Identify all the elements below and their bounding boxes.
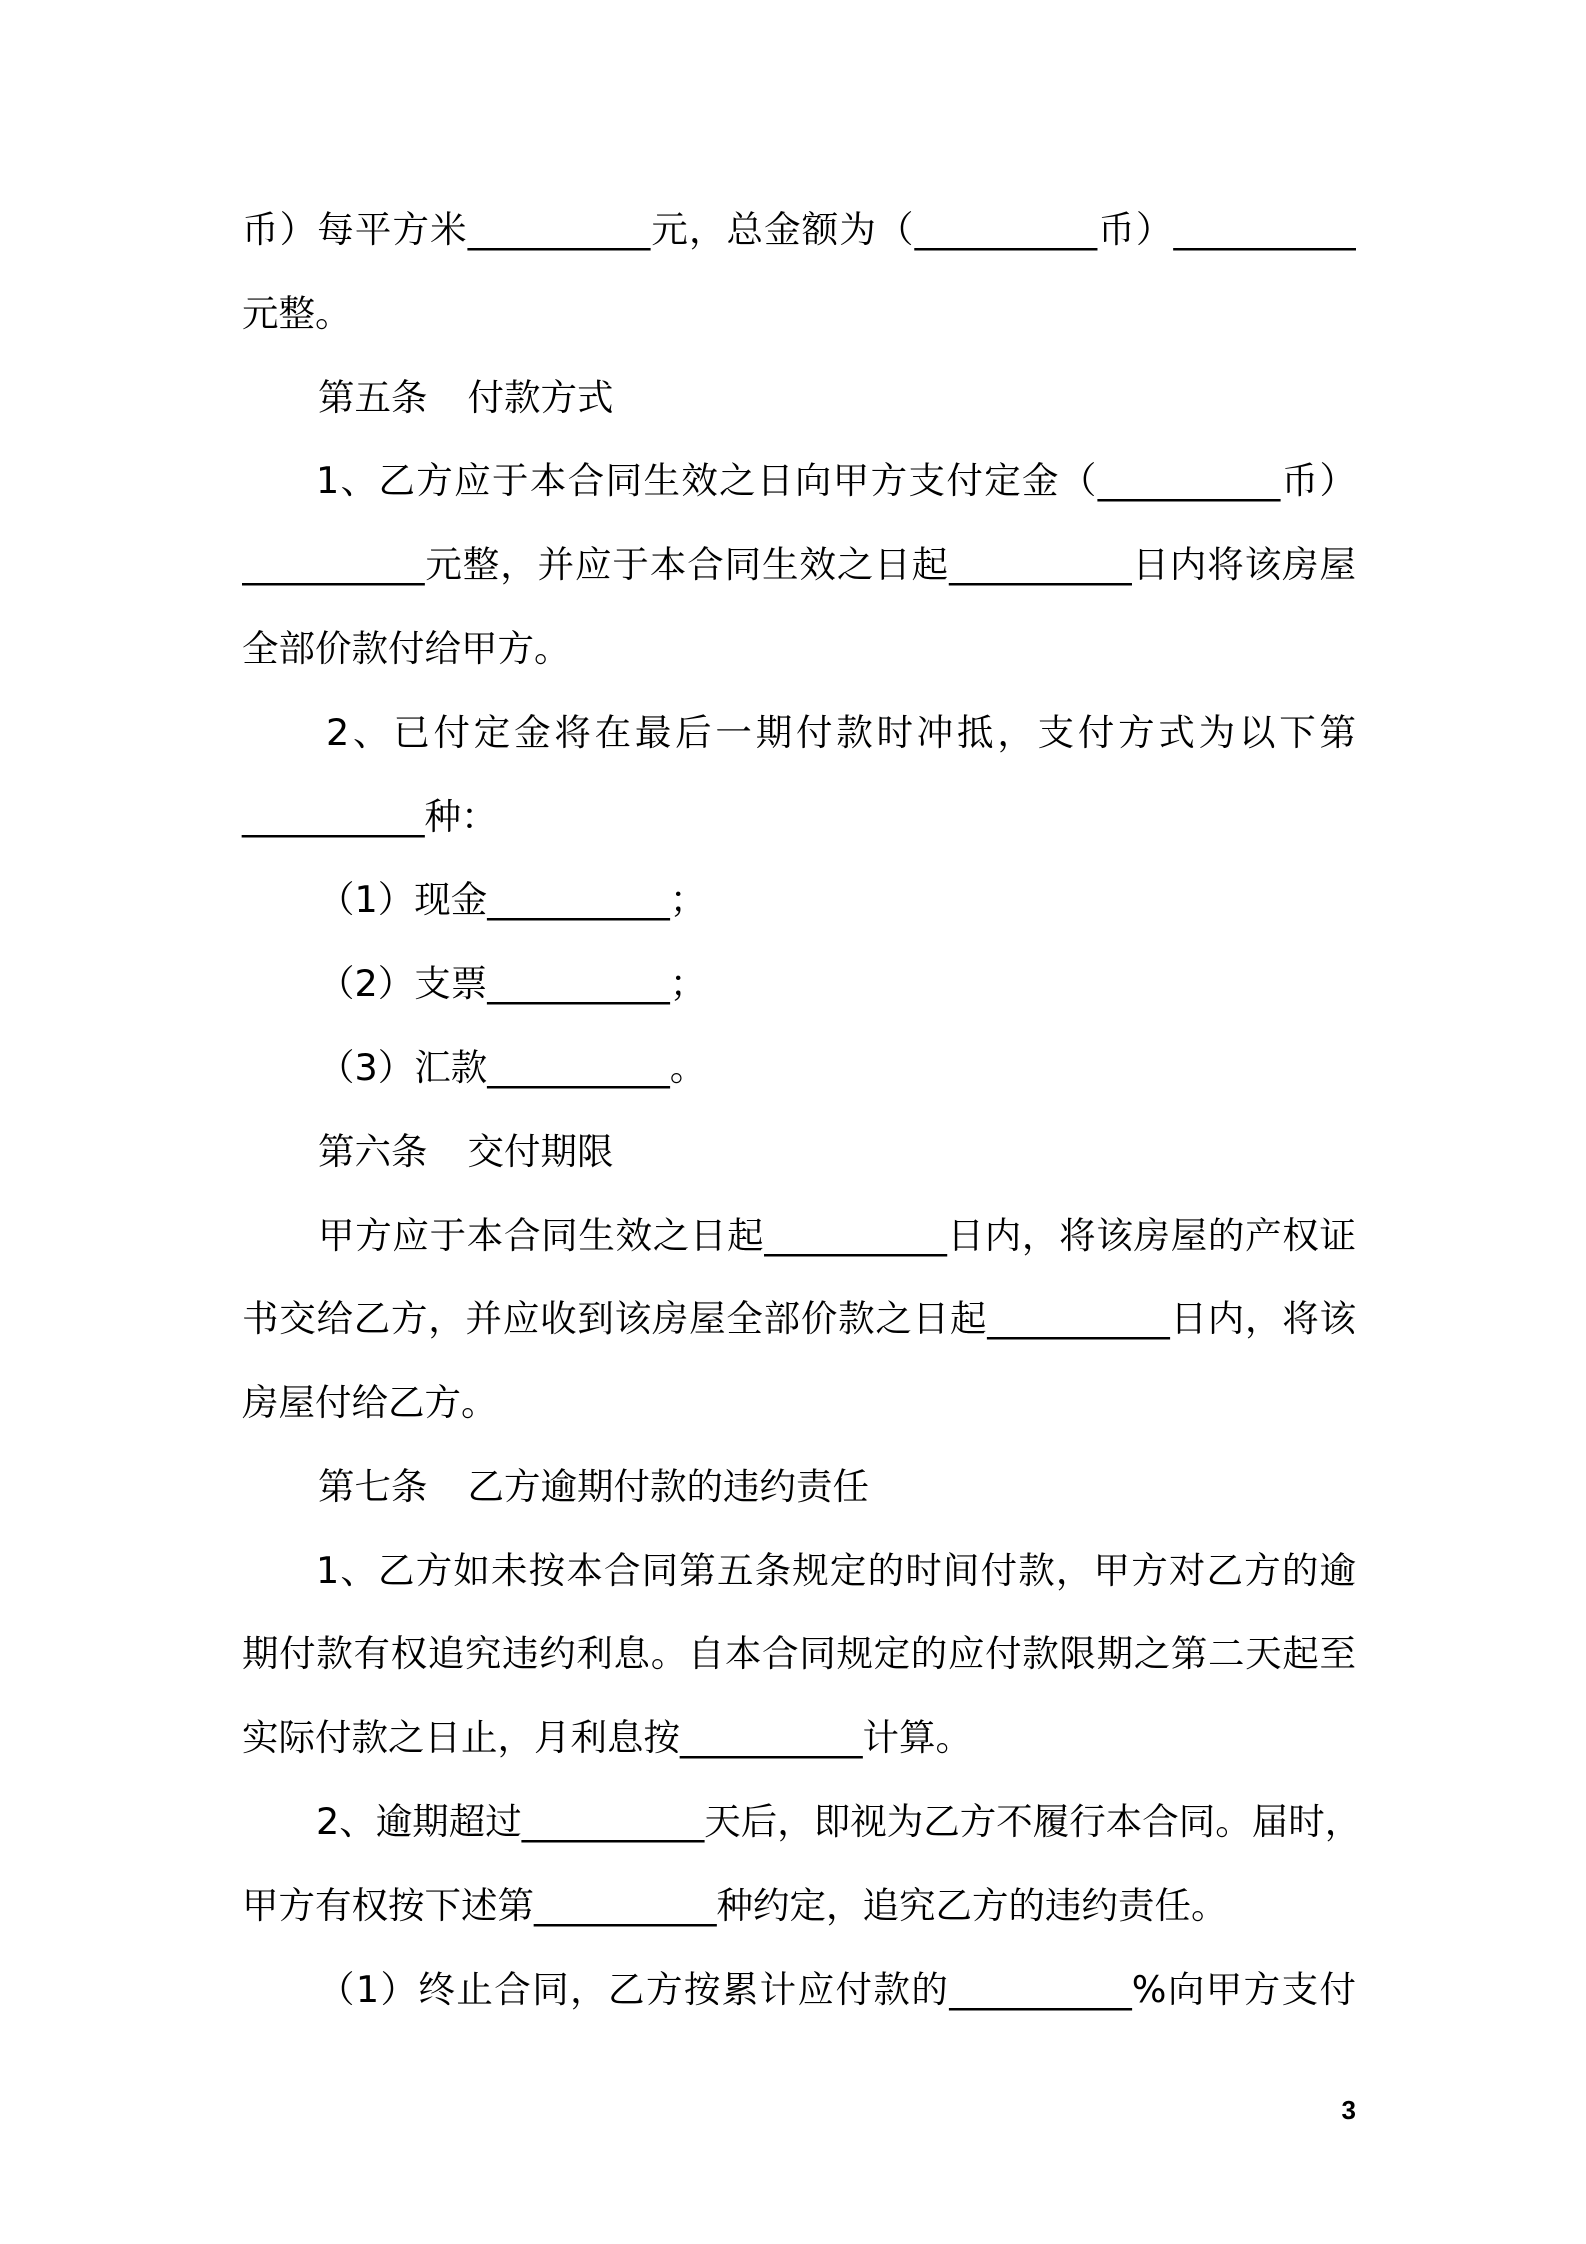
article-6-title: 交付期限 bbox=[467, 1130, 614, 1173]
article-7-number: 第七条 bbox=[318, 1465, 428, 1508]
article-7-heading bbox=[318, 1462, 869, 1512]
article-5-clause-1-line-3: 全部价款付给甲方。 bbox=[242, 627, 571, 670]
payment-option-transfer: （3）汇款__________。 bbox=[318, 1046, 707, 1089]
article-7-clause-2-line-2: 甲方有权按下述第__________种约定，追究乙方的违约责任。 bbox=[242, 1884, 1228, 1927]
article-5-clause-1-line-2: __________元整，并应于本合同生效之日起__________日内将该房屋 bbox=[242, 543, 1356, 586]
article-5-title: 付款方式 bbox=[467, 376, 614, 419]
total-price-line: 币）每平方米__________元，总金额为（__________币）__________ bbox=[242, 208, 1356, 251]
article-7-remedy-1: （1）终止合同，乙方按累计应付款的__________%向甲方支付 bbox=[318, 1968, 1356, 2011]
payment-option-cheque: （2）支票__________； bbox=[318, 962, 707, 1005]
article-7-clause-1-line-1: 1、乙方如未按本合同第五条规定的时间付款，甲方对乙方的逾 bbox=[316, 1549, 1356, 1592]
article-6-clause-1-line-2: 书交给乙方，并应收到该房屋全部价款之日起__________日内，将该 bbox=[242, 1297, 1356, 1340]
article-5-number: 第五条 bbox=[318, 376, 428, 419]
article-6-clause-1-line-3: 房屋付给乙方。 bbox=[242, 1381, 498, 1424]
article-5-heading bbox=[318, 373, 614, 423]
article-5-clause-2-line-1: 2、已付定金将在最后一期付款时冲抵，支付方式为以下第 bbox=[326, 711, 1356, 754]
article-7-clause-1-line-2: 期付款有权追究违约利息。自本合同规定的应付款限期之第二天起至 bbox=[242, 1632, 1356, 1675]
payment-option-cash: （1）现金__________； bbox=[318, 878, 707, 921]
article-7-clause-1-line-3: 实际付款之日止，月利息按__________计算。 bbox=[242, 1716, 972, 1759]
page-number: 3 bbox=[1341, 2095, 1356, 2125]
total-price-line-end: 元整。 bbox=[242, 292, 352, 335]
article-6-number: 第六条 bbox=[318, 1130, 428, 1173]
article-6-clause-1-line-1: 甲方应于本合同生效之日起__________日内，将该房屋的产权证 bbox=[318, 1214, 1356, 1257]
article-7-clause-2-line-1: 2、逾期超过__________天后，即视为乙方不履行本合同。届时， bbox=[316, 1800, 1362, 1843]
article-5-clause-1-line-1: 1、乙方应于本合同生效之日向甲方支付定金（__________币） bbox=[316, 459, 1356, 502]
article-7-title: 乙方逾期付款的违约责任 bbox=[467, 1465, 869, 1508]
article-5-clause-2-line-2: __________种： bbox=[242, 795, 498, 838]
article-6-heading bbox=[318, 1127, 614, 1177]
